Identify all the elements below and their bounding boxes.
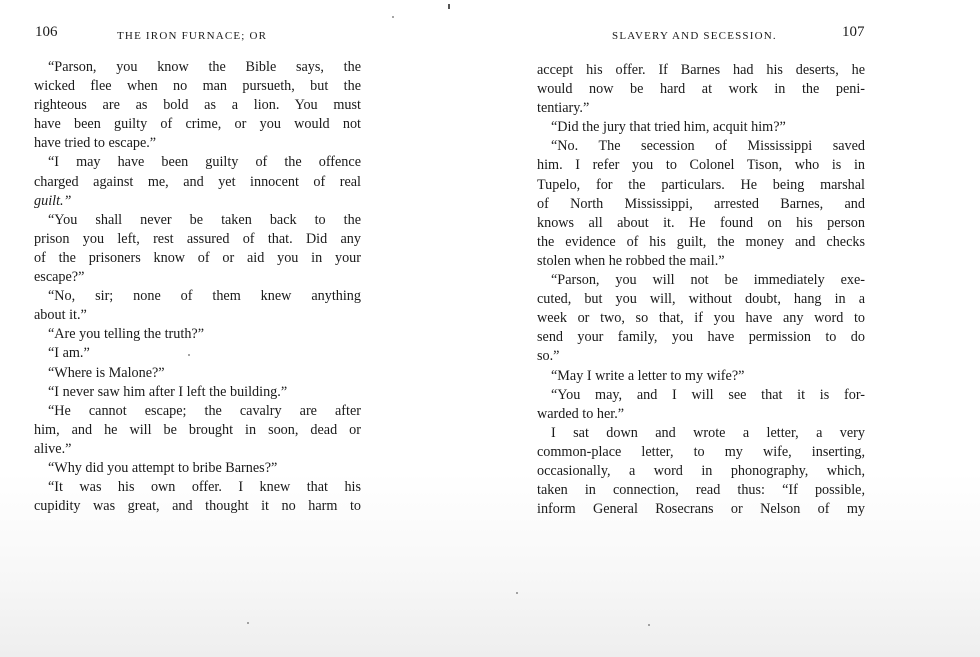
text-line: so.” — [537, 348, 560, 365]
text-line: righteous are as bold as a lion. You must — [34, 97, 361, 114]
page-number: 106 — [35, 24, 58, 40]
text-line: cuted, but you will, without doubt, hang in a — [537, 291, 865, 308]
text-line: “You may, and I will see that it is for- — [551, 386, 865, 403]
text-line: “I am.” — [48, 345, 90, 362]
text-line: cupidity was great, and thought it no harm to — [34, 498, 361, 515]
text-line: have tried to escape.” — [34, 135, 157, 152]
text-line: “Are you telling the truth?” — [48, 326, 205, 343]
text-line: stolen when he robbed the mail.” — [537, 252, 725, 269]
right-page — [490, 0, 980, 657]
text-line: “He cannot escape; the cavalry are after — [48, 402, 361, 419]
text-line: “I never saw him after I left the building.” — [48, 383, 288, 400]
text-line: the evidence of his guilt, the money and checks — [537, 233, 865, 250]
text-line: have been guilty of crime, or you would not — [34, 116, 361, 133]
text-line: “I may have been guilty of the offence — [48, 154, 361, 171]
text-line: I sat down and wrote a letter, a very — [551, 424, 865, 441]
text-line: knows all about it. He found on his person — [537, 214, 865, 231]
text-line: “Why did you attempt to bribe Barnes?” — [48, 459, 278, 476]
text-line: “You shall never be taken back to the — [48, 211, 361, 228]
text-line: week or two, so that, if you have any word to — [537, 310, 865, 327]
text-line: “May I write a letter to my wife?” — [551, 367, 745, 384]
text-line: “Parson, you will not be immediately exe- — [551, 272, 865, 289]
text-line: “Did the jury that tried him, acquit him?” — [551, 119, 786, 136]
text-line: “Where is Malone?” — [48, 364, 165, 381]
text-line: “No, sir; none of them knew anything — [48, 288, 361, 305]
text-line: escape?” — [34, 269, 85, 286]
text-line: charged against me, and yet innocent of real — [34, 173, 361, 190]
text-line: common-place letter, to my wife, inserting, — [537, 443, 865, 460]
text-line: “No. The secession of Mississippi saved — [551, 138, 865, 155]
text-line: Tupelo, for the particulars. He being marshal — [537, 176, 865, 193]
text-line: “Parson, you know the Bible says, the — [48, 59, 361, 75]
text-line: “It was his own offer. I knew that his — [48, 479, 361, 496]
text-line: tentiary.” — [537, 100, 590, 117]
text-line: prison you left, rest assured of that. Did any — [34, 230, 361, 247]
text-line: of North Mississippi, arrested Barnes, and — [537, 195, 865, 212]
running-head: SLAVERY AND SECESSION. — [612, 30, 777, 42]
text-line: occasionally, a word in phonography, which, — [537, 462, 865, 479]
page-number: 107 — [842, 24, 865, 40]
text-line: send your family, you have permission to do — [537, 329, 865, 346]
running-head: THE IRON FURNACE; OR — [117, 30, 268, 42]
text-line: guilt.” — [34, 192, 72, 209]
text-line: inform General Rosecrans or Nelson of my — [537, 501, 865, 518]
text-line: him, and he will be brought in soon, dead or — [34, 421, 361, 438]
text-line: warded to her.” — [537, 405, 625, 422]
text-line: wicked flee when no man pursueth, but the — [34, 78, 361, 95]
page-body-text — [537, 61, 865, 519]
text-line: about it.” — [34, 307, 87, 324]
text-line: of the prisoners know of or aid you in your — [34, 249, 361, 266]
page-body-text — [34, 58, 361, 516]
text-line: accept his offer. If Barnes had his deserts, he — [537, 62, 865, 78]
text-line: alive.” — [34, 440, 72, 457]
text-line: taken in connection, read thus: “If possible, — [537, 482, 865, 499]
text-line: him. I refer you to Colonel Tison, who is in — [537, 157, 865, 174]
text-line: would now be hard at work in the peni- — [537, 81, 865, 98]
